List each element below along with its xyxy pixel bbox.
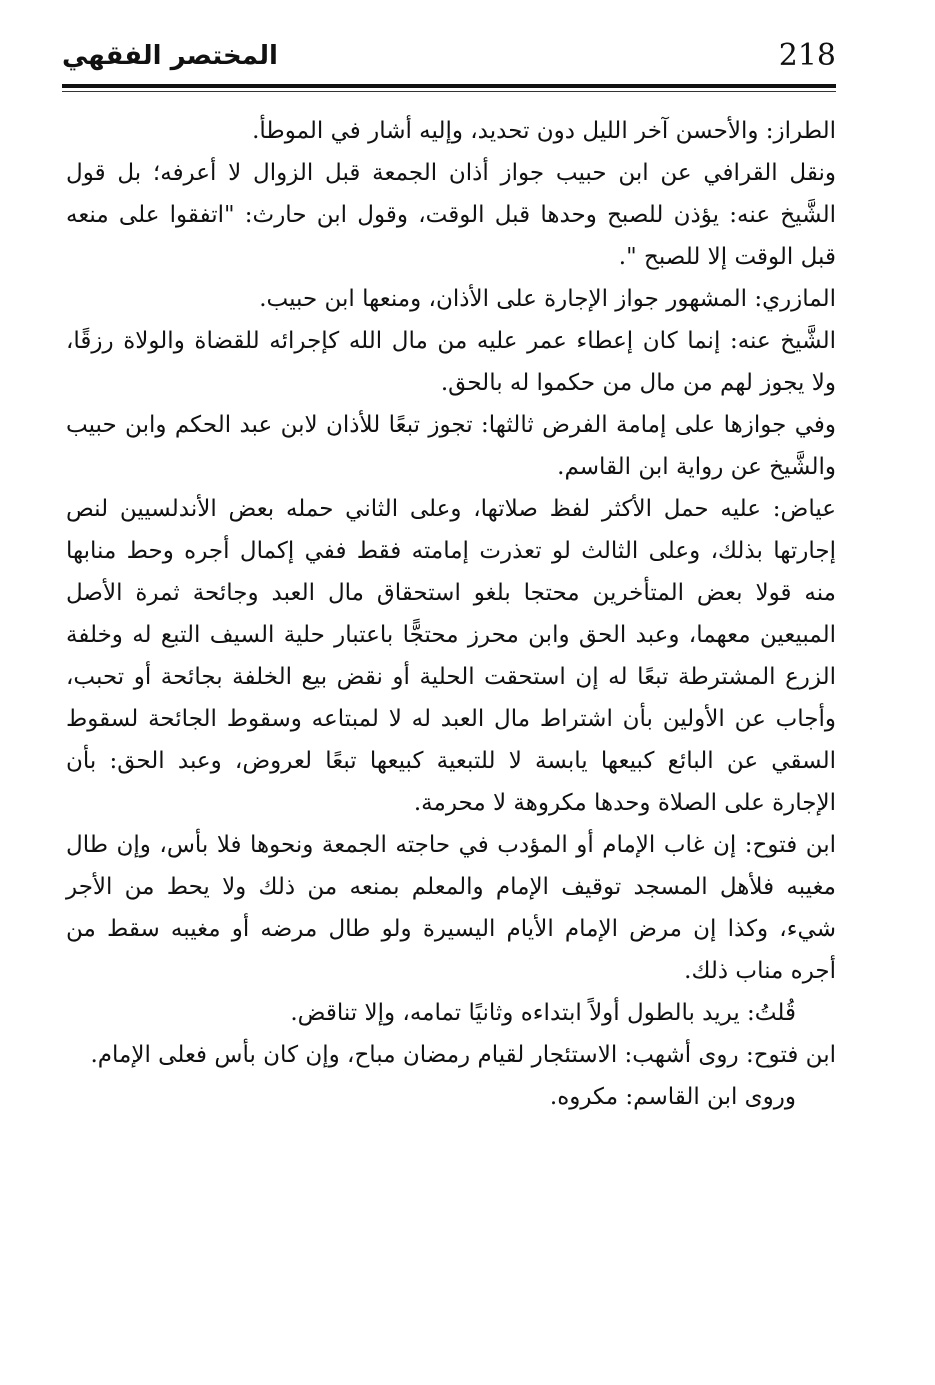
paragraph: الشَّيخ عنه: إنما كان إعطاء عمر عليه من مال الله كإجرائه للقضاة والولاة رزقًا، ولا يجوز لهم من مال من حكموا له بالحق. xyxy=(66,328,836,396)
header-divider-thin xyxy=(62,91,836,92)
paragraph: عياض: عليه حمل الأكثر لفظ صلاتها، وعلى الثاني حمله بعض الأندلسيين لنص إجارتها بذلك، وعلى الثالث لو تعذرت إمامته فقط ففي إكمال أجره وحط منابها منه قولا بعض المتأخرين محتجا بلغو استحقاق مال العبد وجائحة ثمرة الأصل المبيعين معهما، وعبد الحق وابن محرز محتجًّا باعتبار حلية السيف التبع له وخلفة الزرع المشترطة تبعًا له إن استحقت الحلية أو نقض بيع الخلفة بجائحة أو تحبب، وأجاب عن الأولين بأن اشتراط مال العبد له لا لمبتاعه وسقوط الجائحة لسقوط السقي عن البائع كبيعها يابسة لا للتبعية كبيعها تبعًا لعروض، وعبد الحق: بأن الإجارة على الصلاة وحدها مكروهة لا محرمة. xyxy=(66,496,836,816)
paragraph: ابن فتوح: إن غاب الإمام أو المؤدب في حاجته الجمعة ونحوها فلا بأس، وإن طال مغيبه فلأهل المسجد توقيف الإمام والمعلم بمنعه من ذلك ولا يحط من الأجر شيء، وكذا إن مرض الإمام الأيام اليسيرة ولو طال مرضه أو مغيبه سقط من أجره مناب ذلك. xyxy=(66,832,836,984)
paragraph: المازري: المشهور جواز الإجارة على الأذان، ومنعها ابن حبيب. xyxy=(259,286,836,312)
page-header xyxy=(62,36,836,84)
page-body xyxy=(66,110,836,1118)
book-title: المختصر الفقهي xyxy=(62,41,278,71)
paragraph: ابن فتوح: روى أشهب: الاستئجار لقيام رمضان مباح، وإن كان بأس فعلى الإمام. xyxy=(90,1042,836,1068)
paragraph: وفي جوازها على إمامة الفرض ثالثها: تجوز تبعًا للأذان لابن عبد الحكم وابن حبيب والشَّيخ عن رواية ابن القاسم. xyxy=(66,412,836,480)
paragraph: ونقل القرافي عن ابن حبيب جواز أذان الجمعة قبل الزوال لا أعرفه؛ بل قول الشَّيخ عنه: يؤذن للصبح وحدها قبل الوقت، وقول ابن حارث: "اتفقوا على منعه قبل الوقت إلا للصبح ". xyxy=(66,160,836,270)
paragraph: قُلتُ: يريد بالطول أولاً ابتداءه وثانيًا تمامه، وإلا تناقض. xyxy=(290,1000,796,1026)
page-number: 218 xyxy=(778,38,836,73)
paragraph: وروى ابن القاسم: مكروه. xyxy=(549,1084,796,1110)
paragraph: الطراز: والأحسن آخر الليل دون تحديد، وإليه أشار في الموطأ. xyxy=(252,118,836,144)
header-divider xyxy=(62,84,836,88)
